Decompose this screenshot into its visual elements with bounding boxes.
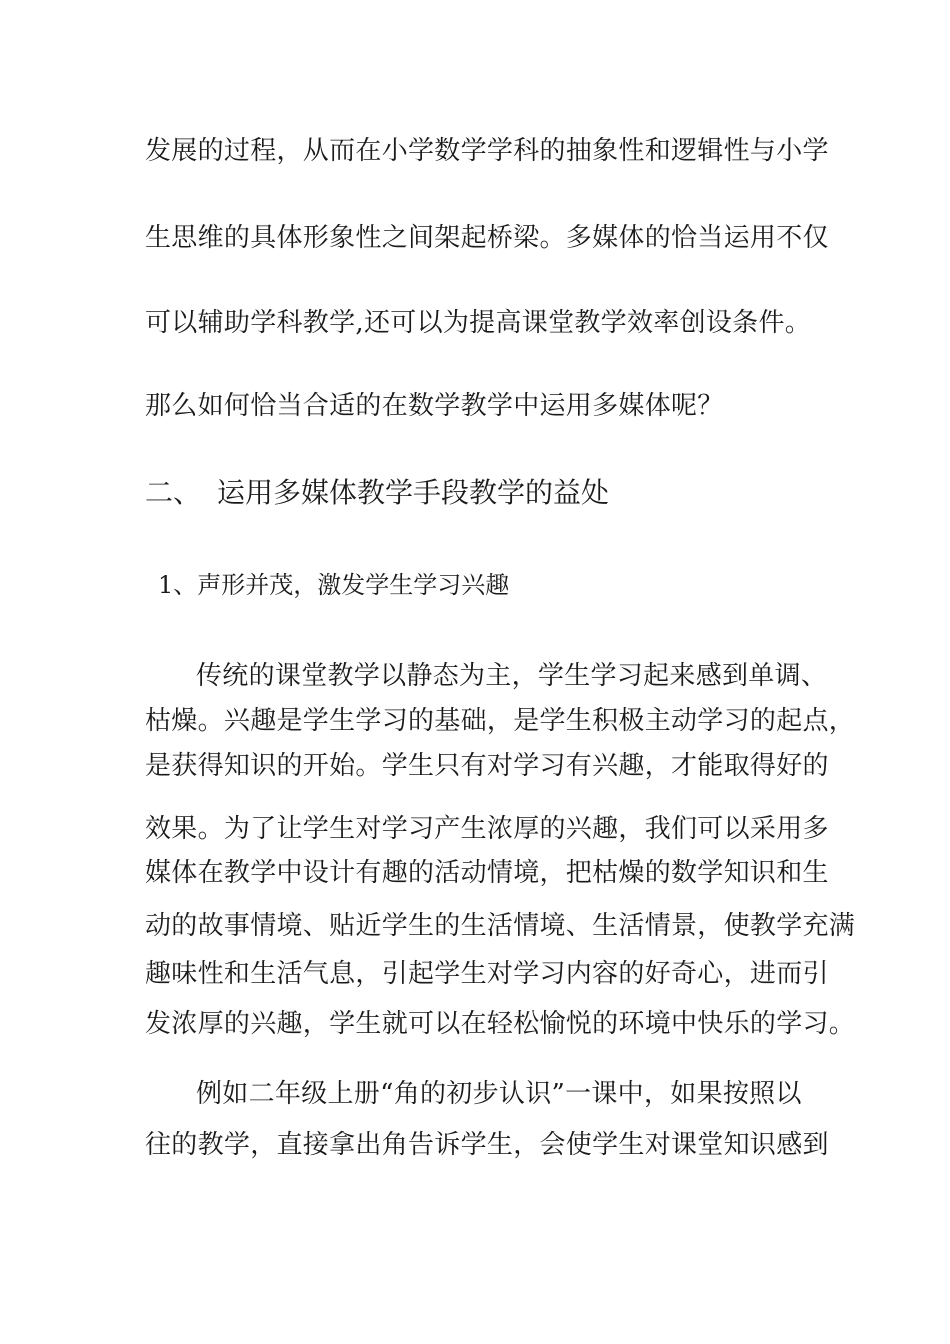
paragraph-line: 枯燥。兴趣是学生学习的基础，是学生积极主动学习的起点， bbox=[145, 706, 856, 736]
paragraph-line: 往的教学，直接拿出角告诉学生，会使学生对课堂知识感到 bbox=[145, 1130, 829, 1160]
paragraph-line: 趣味性和生活气息，引起学生对学习内容的好奇心，进而引 bbox=[145, 959, 829, 989]
paragraph-line: 发浓厚的兴趣，学生就可以在轻松愉悦的环境中快乐的学习。 bbox=[145, 1009, 856, 1039]
intro-line: 那么如何恰当合适的在数学教学中运用多媒体呢？ bbox=[145, 391, 724, 421]
section-heading bbox=[145, 476, 609, 510]
paragraph-line: 例如二年级上册“角的初步认识”一课中，如果按照以 bbox=[196, 1079, 802, 1109]
section-number: 二、 bbox=[145, 476, 202, 509]
paragraph-line: 媒体在教学中设计有趣的活动情境，把枯燥的数学知识和生 bbox=[145, 858, 829, 888]
intro-line: 生思维的具体形象性之间架起桥梁。多媒体的恰当运用不仅 bbox=[145, 223, 829, 253]
subsection-heading: 1、声形并茂，激发学生学习兴趣 bbox=[158, 571, 510, 599]
paragraph-line: 传统的课堂教学以静态为主，学生学习起来感到单调、 bbox=[196, 661, 828, 691]
paragraph-line: 动的故事情境、贴近学生的生活情境、生活情景，使教学充满 bbox=[145, 911, 856, 941]
section-title: 运用多媒体教学手段教学的益处 bbox=[217, 476, 610, 509]
paragraph-line: 是获得知识的开始。学生只有对学习有兴趣，才能取得好的 bbox=[145, 751, 829, 781]
intro-line: 可以辅助学科教学,还可以为提高课堂教学效率创设条件。 bbox=[145, 308, 812, 338]
paragraph-line: 效果。为了让学生对学习产生浓厚的兴趣，我们可以采用多 bbox=[145, 814, 829, 844]
intro-line: 发展的过程，从而在小学数学学科的抽象性和逻辑性与小学 bbox=[145, 136, 829, 166]
